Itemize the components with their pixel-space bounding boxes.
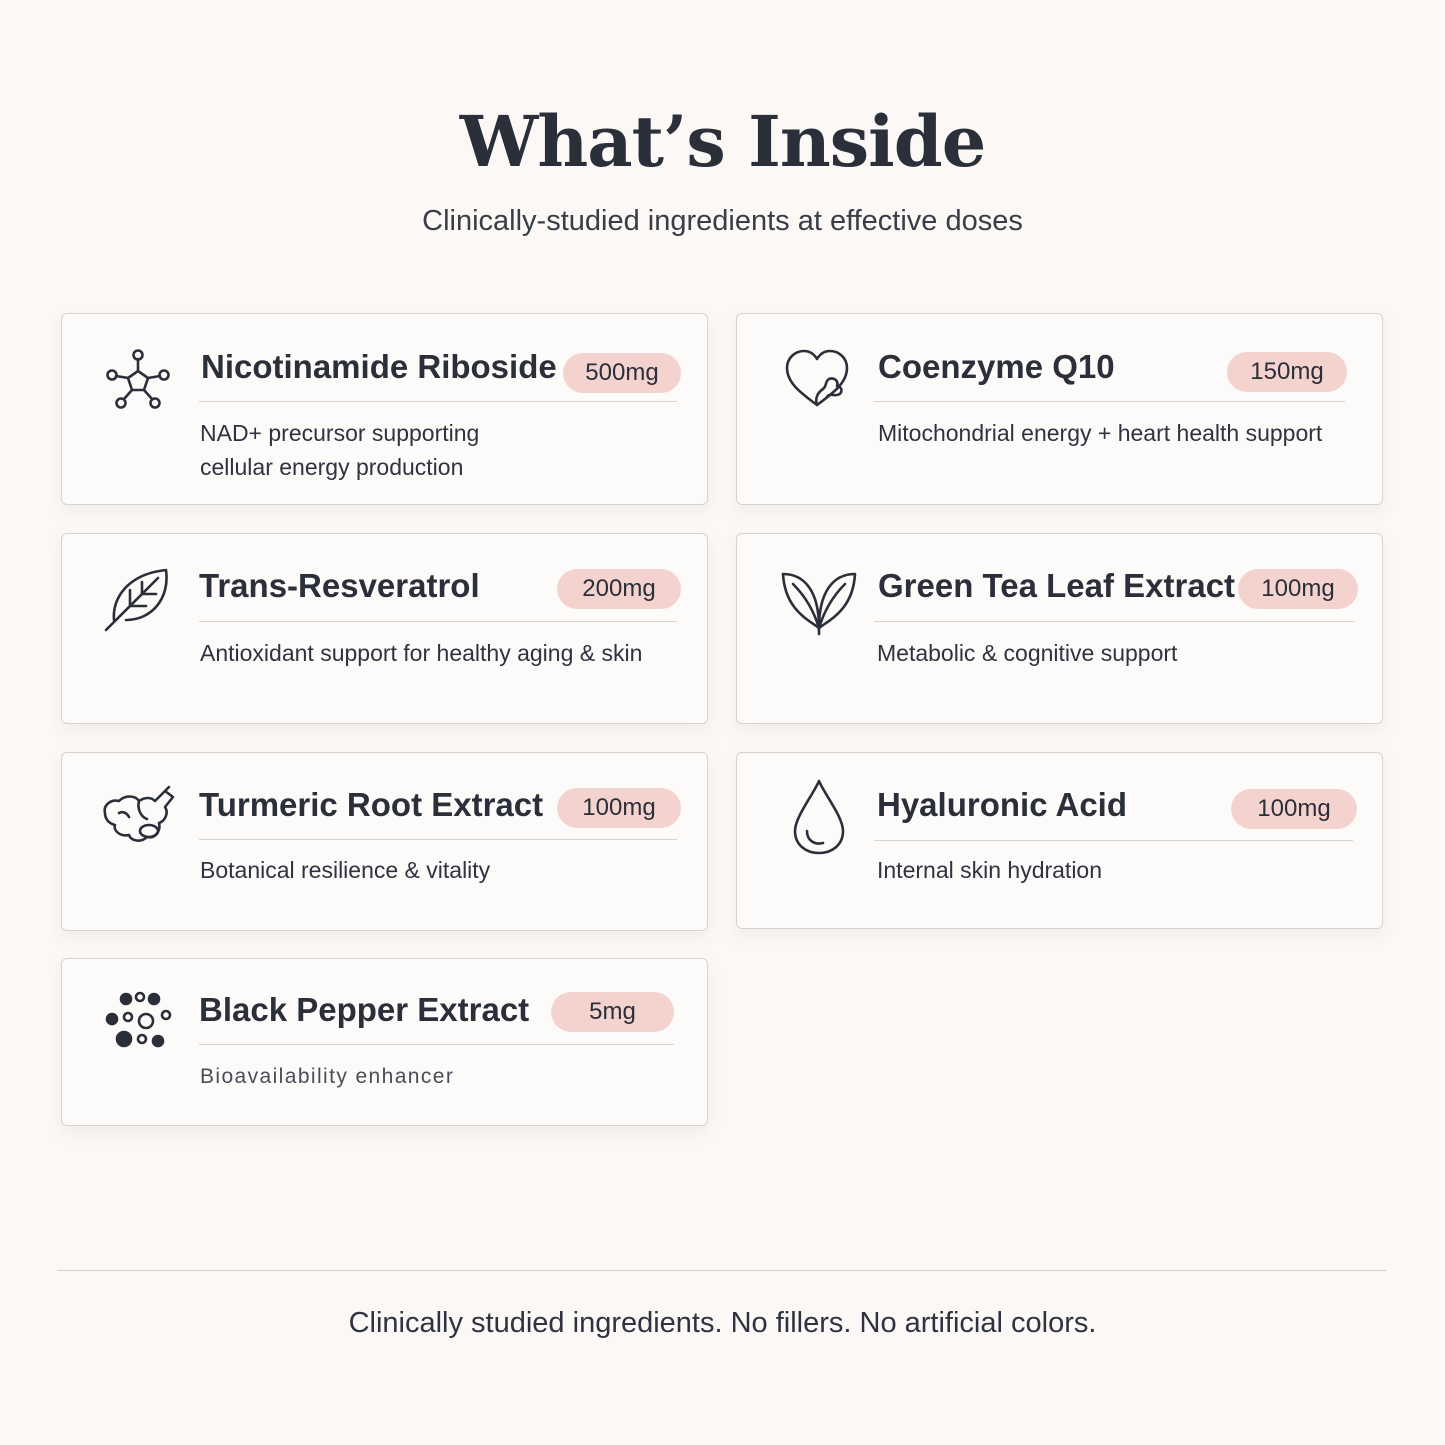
ingredient-description [877,853,1102,887]
ingredient-card-nicotinamide-riboside [61,313,708,505]
divider [199,621,677,622]
description-line: Botanical resilience & vitality [200,857,491,883]
dose-badge: 100mg [1231,789,1357,829]
page-subtitle: Clinically-studied ingredients at effective doses [422,205,1023,237]
ingredient-name: Trans-Resveratrol [199,567,480,604]
description-line: Metabolic & cognitive support [877,640,1178,666]
footer-text: Clinically studied ingredients. No fillers. No artificial colors. [348,1307,1097,1339]
ingredient-description [877,636,1177,670]
ingredient-name: Coenzyme Q10 [878,348,1115,385]
description-line: cellular energy production [200,454,464,480]
description-line: NAD+ precursor supporting [200,420,480,446]
turmeric-root-icon [99,777,179,857]
description-line: Bioavailability enhancer [200,1065,455,1088]
peppercorns-icon [100,981,180,1061]
divider [199,401,677,402]
ingredient-description [878,416,1322,450]
water-drop-icon [779,777,859,857]
ingredient-name: Green Tea Leaf Extract [878,567,1236,604]
dose-badge: 150mg [1227,352,1347,392]
ingredient-card-trans-resveratrol [61,533,708,724]
footer-divider [57,1270,1387,1271]
dose-badge: 500mg [563,353,681,393]
dose-badge: 100mg [557,788,681,828]
heart-icon [777,339,857,419]
description-line: Antioxidant support for healthy aging & skin [200,640,643,666]
ingredient-name: Nicotinamide Riboside [201,348,557,385]
divider [874,621,1355,622]
description-line: Internal skin hydration [877,857,1103,883]
page-title: What’s Inside [459,100,986,183]
divider [874,401,1345,402]
ingredient-name: Black Pepper Extract [199,991,530,1028]
ingredient-name: Turmeric Root Extract [199,786,544,823]
dose-badge: 200mg [557,569,681,609]
molecule-icon [98,344,178,424]
divider [874,840,1353,841]
ingredient-card-hyaluronic-acid [736,752,1383,929]
divider [199,839,677,840]
ingredient-card-coenzyme-q10 [736,313,1383,505]
ingredient-card-turmeric-root-extract [61,752,708,931]
ingredient-description [200,416,479,484]
tea-leaves-icon [779,558,859,638]
ingredient-name: Hyaluronic Acid [877,786,1127,823]
ingredient-description [200,636,642,670]
leaf-icon [100,558,180,638]
dose-badge: 100mg [1238,569,1358,609]
description-line: Mitochondrial energy + heart health support [878,420,1323,446]
ingredient-card-black-pepper-extract [61,958,708,1126]
ingredient-description [200,1060,454,1094]
divider [199,1044,674,1045]
ingredient-description [200,853,490,887]
ingredient-card-green-tea-leaf-extract [736,533,1383,724]
dose-badge: 5mg [551,992,674,1032]
